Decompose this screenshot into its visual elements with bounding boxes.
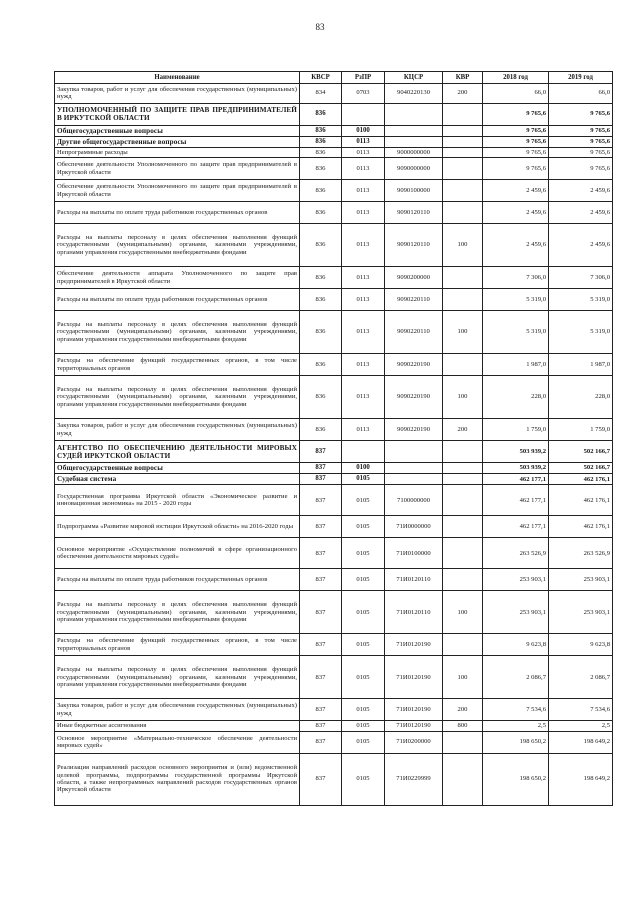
- cell-2018: 66,0: [483, 83, 549, 103]
- cell-kvsr: 837: [300, 516, 342, 538]
- header-rzpr: РзПР: [342, 72, 385, 84]
- header-name: Наименование: [55, 72, 300, 84]
- cell-2019: 502 166,7: [549, 441, 613, 463]
- cell-kvsr: 836: [300, 125, 342, 136]
- cell-kvsr: 836: [300, 376, 342, 419]
- cell-2018: 2 459,6: [483, 224, 549, 267]
- cell-kvr: [443, 125, 483, 136]
- cell-kcsr: [385, 103, 443, 125]
- cell-rzpr: 0105: [342, 538, 385, 569]
- table-body: [55, 83, 613, 805]
- cell-2018: 2 086,7: [483, 656, 549, 699]
- cell-rzpr: 0105: [342, 485, 385, 516]
- cell-kvr: 200: [443, 699, 483, 721]
- header-kvsr: КВСР: [300, 72, 342, 84]
- cell-2019: 462 176,1: [549, 516, 613, 538]
- cell-rzpr: 0113: [342, 202, 385, 224]
- cell-kvsr: 836: [300, 311, 342, 354]
- cell-name: Расходы на выплаты персоналу в целях обеспечения выполнения функций государственными (муниципальными) органами, казенными учреждениями, органами управления государственными внебюджетными фондами: [55, 591, 300, 634]
- cell-kvr: 200: [443, 83, 483, 103]
- cell-kcsr: 71И0120190: [385, 634, 443, 656]
- cell-2018: 462 177,1: [483, 516, 549, 538]
- cell-rzpr: 0105: [342, 721, 385, 731]
- cell-kcsr: 71И0000000: [385, 516, 443, 538]
- page-number: 83: [315, 22, 325, 32]
- cell-rzpr: 0105: [342, 569, 385, 591]
- cell-kvr: [443, 202, 483, 224]
- cell-2018: 1 759,0: [483, 419, 549, 441]
- cell-2019: 9 765,6: [549, 103, 613, 125]
- cell-2019: 5 319,0: [549, 289, 613, 311]
- cell-2018: 462 177,1: [483, 485, 549, 516]
- cell-2018: 253 903,1: [483, 591, 549, 634]
- table-row: [55, 180, 613, 202]
- cell-kcsr: 9090220190: [385, 419, 443, 441]
- cell-2019: 9 765,6: [549, 158, 613, 180]
- cell-kvsr: 836: [300, 289, 342, 311]
- cell-kcsr: 9090220110: [385, 289, 443, 311]
- cell-2018: 2 459,6: [483, 202, 549, 224]
- cell-rzpr: 0105: [342, 516, 385, 538]
- cell-rzpr: 0113: [342, 180, 385, 202]
- cell-kcsr: 9090220110: [385, 311, 443, 354]
- cell-rzpr: 0100: [342, 463, 385, 474]
- cell-kvr: 100: [443, 591, 483, 634]
- table-row: [55, 311, 613, 354]
- cell-kvsr: 837: [300, 753, 342, 805]
- cell-kvsr: 837: [300, 731, 342, 753]
- cell-name: Расходы на выплаты персоналу в целях обеспечения выполнения функций государственными (муниципальными) органами, казенными учреждениями, органами управления государственными внебюджетными фондами: [55, 656, 300, 699]
- cell-rzpr: 0105: [342, 474, 385, 485]
- cell-kvsr: 836: [300, 267, 342, 289]
- cell-2018: 7 306,0: [483, 267, 549, 289]
- header-2019: 2019 год: [549, 72, 613, 84]
- table-row: [55, 289, 613, 311]
- table-row: [55, 463, 613, 474]
- cell-2019: 253 903,1: [549, 591, 613, 634]
- cell-rzpr: 0113: [342, 354, 385, 376]
- cell-kvr: [443, 158, 483, 180]
- table-header-row: [55, 72, 613, 84]
- cell-kcsr: 7100000000: [385, 485, 443, 516]
- cell-kvsr: 836: [300, 147, 342, 157]
- cell-2019: 502 166,7: [549, 463, 613, 474]
- cell-rzpr: 0113: [342, 147, 385, 157]
- cell-name: Обеспечение деятельности Уполномоченного по защите прав предпринимателей в Иркутской области: [55, 158, 300, 180]
- cell-2018: 9 765,6: [483, 158, 549, 180]
- cell-name: Расходы на выплаты по оплате труда работников государственных органов: [55, 289, 300, 311]
- table-row: [55, 158, 613, 180]
- cell-kcsr: 9090200000: [385, 267, 443, 289]
- cell-name: Расходы на обеспечение функций государственных органов, в том числе территориальных органов: [55, 354, 300, 376]
- cell-rzpr: [342, 441, 385, 463]
- table-row: [55, 656, 613, 699]
- cell-rzpr: 0113: [342, 289, 385, 311]
- cell-name: Общегосударственные вопросы: [55, 125, 300, 136]
- cell-kcsr: [385, 474, 443, 485]
- cell-name: Основное мероприятие «Осуществление полномочий в сфере организационного обеспечения деятельности мировых судей»: [55, 538, 300, 569]
- cell-kvr: [443, 289, 483, 311]
- cell-2018: 2,5: [483, 721, 549, 731]
- cell-kcsr: [385, 125, 443, 136]
- cell-kcsr: 9090120110: [385, 224, 443, 267]
- cell-kvsr: 836: [300, 224, 342, 267]
- cell-2019: 462 176,1: [549, 474, 613, 485]
- cell-2019: 1 759,0: [549, 419, 613, 441]
- cell-kcsr: 71И0120190: [385, 699, 443, 721]
- cell-kcsr: 9090220190: [385, 354, 443, 376]
- cell-kcsr: [385, 136, 443, 147]
- cell-rzpr: 0105: [342, 699, 385, 721]
- cell-kvsr: 836: [300, 419, 342, 441]
- cell-2018: 2 459,6: [483, 180, 549, 202]
- cell-2019: 2 459,6: [549, 202, 613, 224]
- cell-rzpr: 0113: [342, 224, 385, 267]
- cell-kvsr: 837: [300, 634, 342, 656]
- cell-kcsr: 71И0120110: [385, 591, 443, 634]
- cell-rzpr: 0105: [342, 753, 385, 805]
- cell-2019: 263 526,9: [549, 538, 613, 569]
- table-row: [55, 485, 613, 516]
- cell-kcsr: 71И0120190: [385, 721, 443, 731]
- cell-name: Общегосударственные вопросы: [55, 463, 300, 474]
- cell-kcsr: 9090000000: [385, 158, 443, 180]
- cell-name: Закупка товаров, работ и услуг для обеспечения государственных (муниципальных) нужд: [55, 83, 300, 103]
- cell-kvr: [443, 267, 483, 289]
- cell-kvr: [443, 538, 483, 569]
- cell-name: Другие общегосударственные вопросы: [55, 136, 300, 147]
- cell-kcsr: 71И0120110: [385, 569, 443, 591]
- cell-kvr: 800: [443, 721, 483, 731]
- cell-rzpr: 0105: [342, 656, 385, 699]
- cell-name: Непрограммные расходы: [55, 147, 300, 157]
- cell-rzpr: 0113: [342, 311, 385, 354]
- header-2018: 2018 год: [483, 72, 549, 84]
- cell-name: Реализация направлений расходов основного мероприятия и (или) ведомственной целевой программы, подпрограммы государственной программы Иркутской области, а также непрограммных направлений расходов государственных органов Иркутской области: [55, 753, 300, 805]
- cell-2018: 9 623,8: [483, 634, 549, 656]
- cell-name: Расходы на выплаты по оплате труда работников государственных органов: [55, 569, 300, 591]
- cell-2019: 1 987,0: [549, 354, 613, 376]
- cell-name: Обеспечение деятельности Уполномоченного по защите прав предпринимателей в Иркутской области: [55, 180, 300, 202]
- cell-kvr: [443, 516, 483, 538]
- cell-kcsr: 71И0200000: [385, 731, 443, 753]
- cell-kcsr: 71И0100000: [385, 538, 443, 569]
- table-row: [55, 474, 613, 485]
- table-row: [55, 516, 613, 538]
- cell-kvsr: 836: [300, 158, 342, 180]
- table-row: [55, 721, 613, 731]
- cell-2019: 198 649,2: [549, 731, 613, 753]
- cell-2019: 9 765,6: [549, 147, 613, 157]
- cell-name: УПОЛНОМОЧЕННЫЙ ПО ЗАЩИТЕ ПРАВ ПРЕДПРИНИМАТЕЛЕЙ В ИРКУТСКОЙ ОБЛАСТИ: [55, 103, 300, 125]
- cell-2018: 253 903,1: [483, 569, 549, 591]
- cell-2019: 2,5: [549, 721, 613, 731]
- table-row: [55, 147, 613, 157]
- cell-name: Расходы на выплаты по оплате труда работников государственных органов: [55, 202, 300, 224]
- cell-kvr: [443, 731, 483, 753]
- table-row: [55, 202, 613, 224]
- cell-kvsr: 836: [300, 103, 342, 125]
- cell-name: Обеспечение деятельности аппарата Уполномоченного по защите прав предпринимателей в Иркутской области: [55, 267, 300, 289]
- table-row: [55, 591, 613, 634]
- cell-kvsr: 837: [300, 721, 342, 731]
- header-kvr: КВР: [443, 72, 483, 84]
- cell-kvr: 100: [443, 224, 483, 267]
- table-row: [55, 354, 613, 376]
- cell-kvsr: 836: [300, 354, 342, 376]
- table-row: [55, 731, 613, 753]
- cell-name: Государственная программа Иркутской области «Экономическое развитие и инновационная экономика» на 2015 - 2020 годы: [55, 485, 300, 516]
- table-row: [55, 376, 613, 419]
- cell-name: Иные бюджетные ассигнования: [55, 721, 300, 731]
- cell-rzpr: 0105: [342, 591, 385, 634]
- cell-2018: 9 765,6: [483, 125, 549, 136]
- cell-kvsr: 837: [300, 699, 342, 721]
- cell-kvsr: 836: [300, 180, 342, 202]
- cell-rzpr: 0113: [342, 419, 385, 441]
- cell-2018: 5 319,0: [483, 311, 549, 354]
- cell-kvsr: 837: [300, 485, 342, 516]
- table-row: [55, 136, 613, 147]
- cell-kvsr: 834: [300, 83, 342, 103]
- cell-2019: 2 459,6: [549, 180, 613, 202]
- cell-kvsr: 837: [300, 656, 342, 699]
- cell-kcsr: 9090220190: [385, 376, 443, 419]
- cell-kvr: [443, 180, 483, 202]
- cell-2019: 7 306,0: [549, 267, 613, 289]
- cell-kvr: [443, 634, 483, 656]
- cell-2019: 2 459,6: [549, 224, 613, 267]
- cell-kcsr: [385, 441, 443, 463]
- budget-table: [54, 71, 613, 806]
- cell-rzpr: 0113: [342, 158, 385, 180]
- table-row: [55, 125, 613, 136]
- cell-kvr: 100: [443, 376, 483, 419]
- cell-2019: 9 765,6: [549, 125, 613, 136]
- cell-2018: 5 319,0: [483, 289, 549, 311]
- cell-2018: 462 177,1: [483, 474, 549, 485]
- cell-2019: 2 086,7: [549, 656, 613, 699]
- cell-2019: 7 534,6: [549, 699, 613, 721]
- cell-name: Расходы на выплаты персоналу в целях обеспечения выполнения функций государственными (муниципальными) органами, казенными учреждениями, органами управления государственными внебюджетными фондами: [55, 376, 300, 419]
- cell-kcsr: 9000000000: [385, 147, 443, 157]
- cell-kvr: 100: [443, 656, 483, 699]
- cell-rzpr: 0105: [342, 634, 385, 656]
- cell-kvr: [443, 441, 483, 463]
- table-row: [55, 103, 613, 125]
- cell-kcsr: 71И0120190: [385, 656, 443, 699]
- cell-kvsr: 837: [300, 463, 342, 474]
- cell-2018: 7 534,6: [483, 699, 549, 721]
- cell-name: Расходы на выплаты персоналу в целях обеспечения выполнения функций государственными (муниципальными) органами, казенными учреждениями, органами управления государственными внебюджетными фондами: [55, 311, 300, 354]
- cell-kvr: 200: [443, 419, 483, 441]
- table-row: [55, 224, 613, 267]
- cell-kvsr: 837: [300, 441, 342, 463]
- cell-kvr: [443, 485, 483, 516]
- cell-name: Основное мероприятие «Материально-техническое обеспечение деятельности мировых судей»: [55, 731, 300, 753]
- cell-2018: 9 765,6: [483, 136, 549, 147]
- cell-name: Судебная система: [55, 474, 300, 485]
- cell-2018: 503 939,2: [483, 463, 549, 474]
- cell-2019: 66,0: [549, 83, 613, 103]
- cell-2018: 198 650,2: [483, 753, 549, 805]
- cell-kvr: [443, 136, 483, 147]
- cell-kvr: 100: [443, 311, 483, 354]
- cell-kvr: [443, 569, 483, 591]
- cell-name: Закупка товаров, работ и услуг для обеспечения государственных (муниципальных) нужд: [55, 419, 300, 441]
- cell-kcsr: 9090120110: [385, 202, 443, 224]
- cell-kcsr: 71И0229999: [385, 753, 443, 805]
- table-row: [55, 419, 613, 441]
- cell-2019: 5 319,0: [549, 311, 613, 354]
- cell-2019: 462 176,1: [549, 485, 613, 516]
- cell-2019: 9 623,8: [549, 634, 613, 656]
- table-row: [55, 441, 613, 463]
- table-row: [55, 83, 613, 103]
- table-row: [55, 634, 613, 656]
- header-kcsr: КЦСР: [385, 72, 443, 84]
- cell-kvsr: 836: [300, 202, 342, 224]
- cell-2018: 9 765,6: [483, 147, 549, 157]
- cell-2019: 9 765,6: [549, 136, 613, 147]
- cell-2018: 9 765,6: [483, 103, 549, 125]
- cell-2018: 503 939,2: [483, 441, 549, 463]
- table-row: [55, 538, 613, 569]
- cell-2019: 228,0: [549, 376, 613, 419]
- table-row: [55, 699, 613, 721]
- cell-rzpr: 0113: [342, 136, 385, 147]
- cell-kcsr: [385, 463, 443, 474]
- table-row: [55, 569, 613, 591]
- cell-kvr: [443, 474, 483, 485]
- cell-kcsr: 9090100000: [385, 180, 443, 202]
- cell-rzpr: 0703: [342, 83, 385, 103]
- cell-kvsr: 837: [300, 591, 342, 634]
- cell-2019: 198 649,2: [549, 753, 613, 805]
- cell-2019: 253 903,1: [549, 569, 613, 591]
- cell-name: АГЕНТСТВО ПО ОБЕСПЕЧЕНИЮ ДЕЯТЕЛЬНОСТИ МИРОВЫХ СУДЕЙ ИРКУТСКОЙ ОБЛАСТИ: [55, 441, 300, 463]
- cell-kvr: [443, 753, 483, 805]
- cell-name: Расходы на выплаты персоналу в целях обеспечения выполнения функций государственными (муниципальными) органами, казенными учреждениями, органами управления государственными внебюджетными фондами: [55, 224, 300, 267]
- cell-kvsr: 837: [300, 538, 342, 569]
- cell-2018: 1 987,0: [483, 354, 549, 376]
- cell-name: Закупка товаров, работ и услуг для обеспечения государственных (муниципальных) нужд: [55, 699, 300, 721]
- cell-kvr: [443, 103, 483, 125]
- cell-kcsr: 9040220130: [385, 83, 443, 103]
- cell-rzpr: [342, 103, 385, 125]
- cell-2018: 198 650,2: [483, 731, 549, 753]
- cell-rzpr: 0113: [342, 267, 385, 289]
- cell-kvr: [443, 463, 483, 474]
- cell-kvsr: 837: [300, 569, 342, 591]
- table-row: [55, 267, 613, 289]
- cell-2018: 228,0: [483, 376, 549, 419]
- cell-kvsr: 837: [300, 474, 342, 485]
- cell-2018: 263 526,9: [483, 538, 549, 569]
- cell-name: Расходы на обеспечение функций государственных органов, в том числе территориальных органов: [55, 634, 300, 656]
- cell-rzpr: 0105: [342, 731, 385, 753]
- table-row: [55, 753, 613, 805]
- cell-rzpr: 0113: [342, 376, 385, 419]
- cell-name: Подпрограмма «Развитие мировой юстиции Иркутской области» на 2016-2020 годы: [55, 516, 300, 538]
- cell-kvr: [443, 147, 483, 157]
- cell-kvr: [443, 354, 483, 376]
- cell-kvsr: 836: [300, 136, 342, 147]
- cell-rzpr: 0100: [342, 125, 385, 136]
